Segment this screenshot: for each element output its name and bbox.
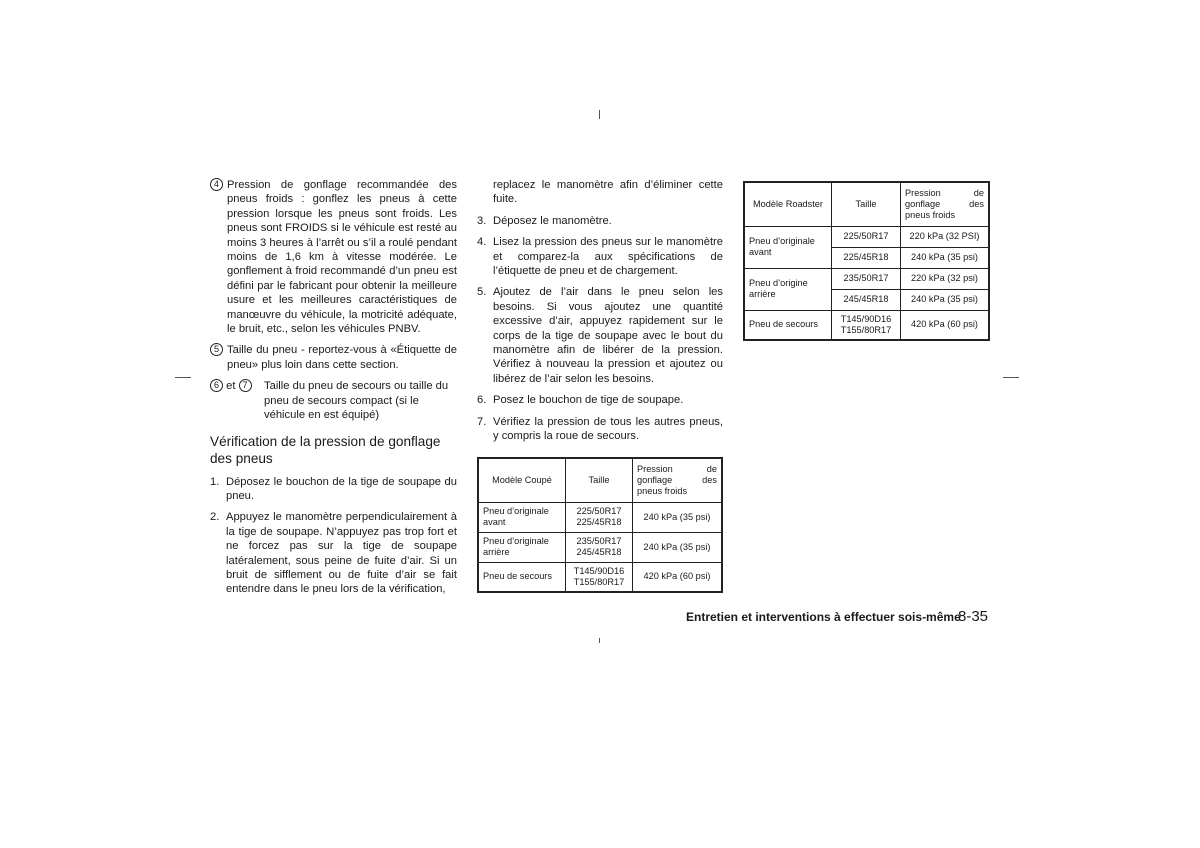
size-value: 225/50R17 <box>576 506 622 517</box>
spec-item-4-text: Pression de gonflage recommandée des pneus froids : gonflez les pneus à cette pression lorsque les pneus sont froids. Les pneus sont FROIDS si le véhicule est resté au moins 3 heures à l’arrêt ou s’il a roulé pendant moins de 1,6 km à vitesse modérée. Le gonflement à froid recommandé d’un pneu est défini par le fabricant pour obtenir la meilleure usure et les meilleures caractéristiques de manœuvre du véhicule, la motricité adéquate, le bruit, etc., selon les véhicules PNBV. <box>227 179 457 336</box>
table-row <box>744 226 989 247</box>
page-number: 8-35 <box>958 608 989 625</box>
row-model: Pneu d’originale avant <box>744 226 832 268</box>
row-model: Pneu d’originale avant <box>478 502 566 532</box>
row-size: 245/45R18 <box>832 289 901 310</box>
step-2-continued-text: replacez le manomètre afin d’éliminer cette fuite. <box>493 179 723 206</box>
row-pressure: 420 kPa (60 psi) <box>901 310 990 340</box>
table-header-row <box>478 458 722 502</box>
step-1-text: Déposez le bouchon de la tige de soupape du pneu. <box>226 475 457 502</box>
spec-item-6-7 <box>210 379 457 422</box>
circled-number: 4 <box>210 178 223 191</box>
circled-number: 5 <box>210 343 223 356</box>
crop-mark-right <box>1003 377 1019 378</box>
header-size: Taille <box>566 458 633 502</box>
coupe-pressure-table <box>477 457 723 593</box>
size-value: T145/90D16 <box>573 566 625 577</box>
row-pressure: 240 kPa (35 psi) <box>901 247 990 268</box>
step-2-text: Appuyez le manomètre perpendiculairement à la tige de soupape. N’appuyez pas trop fort et ne forcez pas sur la tige de soupape latéralement, sous peine de fuite d’air. Si un bruit de sifflement ou de fuite d’air se fait entendre dans le pneu lors de la vérification, <box>226 511 457 596</box>
row-model: Pneu d’originale arrière <box>478 532 566 562</box>
row-size <box>566 532 633 562</box>
spec-item-5-text: Taille du pneu - reportez-vous à «Étiquette de pneu» plus loin dans cette section. <box>227 344 457 371</box>
table-row <box>478 502 722 532</box>
row-pressure: 220 kPa (32 PSI) <box>901 226 990 247</box>
spec-item-5 <box>210 343 457 372</box>
row-model: Pneu de secours <box>744 310 832 340</box>
row-size: 225/50R17 <box>832 226 901 247</box>
step-2-continued <box>477 178 723 207</box>
size-value: T155/80R17 <box>573 576 625 587</box>
row-size <box>566 562 633 592</box>
size-value: 245/45R18 <box>576 547 622 557</box>
spec-item-4 <box>210 178 457 336</box>
and-word: et <box>226 380 236 393</box>
table-row <box>744 268 989 289</box>
row-model: Pneu de secours <box>478 562 566 592</box>
step-number: 1. <box>210 475 220 488</box>
table-row <box>478 562 722 592</box>
step-6 <box>477 393 723 407</box>
row-size: 235/50R17 <box>832 268 901 289</box>
row-pressure: 240 kPa (35 psi) <box>633 532 723 562</box>
section-heading: Vérification de la pression de gonflage des pneus <box>210 433 441 466</box>
header-model: Modèle Coupé <box>478 458 566 502</box>
step-number: 2. <box>210 511 220 524</box>
step-number: 7. <box>477 415 487 428</box>
roadster-pressure-table <box>743 181 990 341</box>
row-pressure: 240 kPa (35 psi) <box>633 502 723 532</box>
middle-column <box>477 178 723 451</box>
row-pressure: 420 kPa (60 psi) <box>633 562 723 592</box>
header-size: Taille <box>832 182 901 226</box>
header-pressure: Pression de gonflage des pneus froids <box>901 182 990 226</box>
row-size <box>566 502 633 532</box>
size-value: T155/80R17 <box>840 324 892 335</box>
size-value: T145/90D16 <box>840 314 892 325</box>
table-row <box>744 310 989 340</box>
crop-mark-left <box>175 377 191 378</box>
table-header-row <box>744 182 989 226</box>
step-7 <box>477 415 723 444</box>
spec-item-6-7-text: Taille du pneu de secours ou taille du pneu de secours compact (si le véhicule en est équipé) <box>264 380 449 422</box>
header-pressure: Pression de gonflage des pneus froids <box>633 458 723 502</box>
size-value: 225/45R18 <box>576 517 622 527</box>
step-7-text: Vérifiez la pression de tous les autres pneus, y compris la roue de secours. <box>493 415 723 443</box>
step-2 <box>210 510 457 596</box>
circled-number: 6 <box>210 379 223 392</box>
row-pressure: 220 kPa (32 psi) <box>901 268 990 289</box>
step-5-text: Ajoutez de l’air dans le pneu selon les besoins. Si vous ajoutez une quantité excessive d’air, appuyez rapidement sur le corps de la tige de soupape avec le bout du manomètre afin de libérer de la pression. Vérifiez à nouveau la pression et ajoutez ou libérez de l’air selon les besoins. <box>493 286 723 385</box>
size-value: 235/50R17 <box>576 536 622 547</box>
circled-number: 7 <box>239 379 252 392</box>
row-size: 225/45R18 <box>832 247 901 268</box>
row-model: Pneu d’origine arrière <box>744 268 832 310</box>
step-number: 5. <box>477 286 487 299</box>
step-4 <box>477 235 723 278</box>
row-size <box>832 310 901 340</box>
step-6-text: Posez le bouchon de tige de soupape. <box>493 394 684 407</box>
step-3 <box>477 214 723 228</box>
step-1 <box>210 475 457 504</box>
section-title-footer: Entretien et interventions à effectuer sois-même <box>686 610 961 624</box>
step-3-text: Déposez le manomètre. <box>493 214 612 227</box>
step-number: 3. <box>477 214 487 227</box>
step-4-text: Lisez la pression des pneus sur le manomètre et comparez-la aux spécifications de l’étiquette de pneu et de chargement. <box>493 236 723 278</box>
row-pressure: 240 kPa (35 psi) <box>901 289 990 310</box>
step-number: 6. <box>477 394 487 407</box>
crop-mark-top <box>599 110 600 119</box>
crop-mark-bottom <box>599 638 600 643</box>
left-column <box>210 178 457 604</box>
table-row <box>478 532 722 562</box>
step-number: 4. <box>477 236 487 249</box>
step-5 <box>477 285 723 386</box>
header-model: Modèle Roadster <box>744 182 832 226</box>
